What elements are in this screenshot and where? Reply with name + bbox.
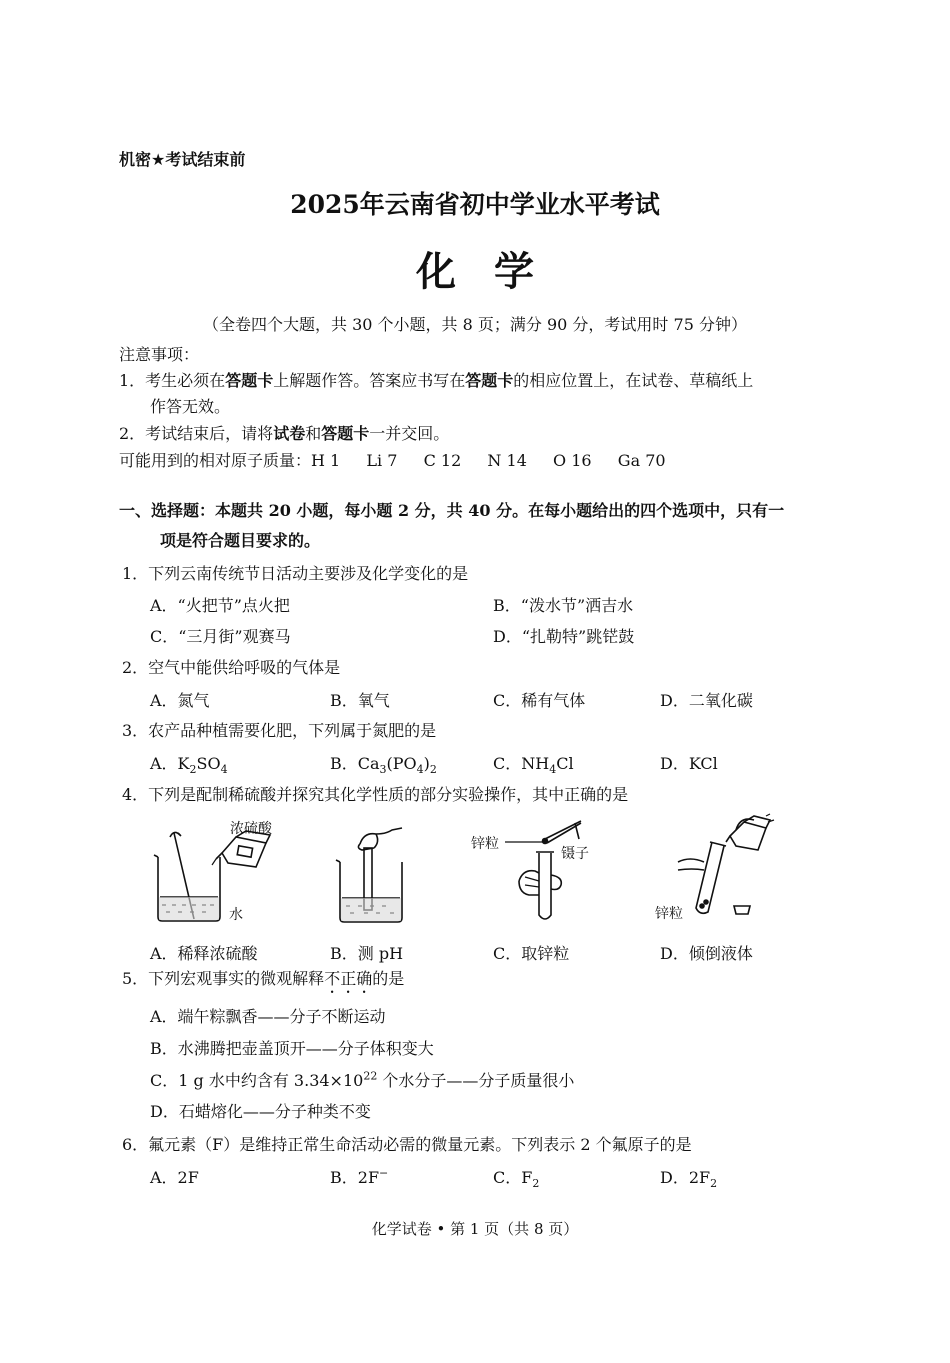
question-2-stem: 2．空气中能供给呼吸的气体是 (122, 658, 341, 677)
notice-heading: 注意事项： (119, 345, 200, 364)
notice-item-1: 1．考生必须在答题卡上解题作答。答案应书写在答题卡的相应位置上，在试卷、草稿纸上 (119, 371, 754, 390)
figure-d-label-zinc: 锌粒 (655, 906, 683, 922)
question-1-option-c: C．“三月街”观赛马 (150, 627, 291, 646)
confidential-notice: 机密★考试结束前 (119, 150, 246, 169)
question-5-option-c: C．1 g 水中约含有 $3.34\times 10^{22}$ 个水分子——分子质量很小 (150, 1069, 575, 1090)
question-4-stem: 4．下列是配制稀硫酸并探究其化学性质的部分实验操作，其中正确的是 (122, 785, 629, 804)
subject-title: 化学 (416, 248, 572, 295)
question-4-option-b: B．测 pH (330, 944, 404, 963)
question-3-option-a: A．$K_2SO_4$ (150, 754, 228, 777)
notice-item-1-cont: 作答无效。 (150, 397, 231, 416)
question-1-option-b: B．“泼水节”洒吉水 (493, 596, 634, 615)
figure-c-label-zinc: 锌粒 (471, 836, 499, 852)
exam-scope: （全卷四个大题，共 30 个小题，共 8 页；满分 90 分，考试用时 75 分钟） (203, 315, 747, 334)
question-3-option-d: D．KCl (660, 754, 718, 773)
question-5-option-b: B．水沸腾把壶盖顶开——分子体积变大 (150, 1039, 434, 1058)
question-1-stem: 1．下列云南传统节日活动主要涉及化学变化的是 (122, 564, 469, 583)
question-5-stem: 5．下列宏观事实的微观解释不正确的是 (122, 969, 405, 988)
figure-a-label-water: 水 (229, 907, 243, 923)
figure-measure-ph (330, 826, 420, 926)
section-1-heading: 一、选择题：本题共 20 小题，每小题 2 分，共 40 分。在每小题给出的四个选项中，只有一 (119, 501, 785, 520)
question-3-stem: 3．农产品种植需要化肥，下列属于氮肥的是 (122, 721, 437, 740)
atomic-masses: 可能用到的相对原子质量：H 1 Li 7 C 12 N 14 O 16 Ga 70 (119, 451, 666, 470)
figure-dilute-acid (150, 815, 300, 930)
question-5-option-a: A．端午粽飘香——分子不断运动 (150, 1007, 386, 1026)
section-1-heading-cont: 项是符合题目要求的。 (160, 531, 321, 550)
question-2-option-c: C．稀有气体 (493, 691, 586, 710)
question-1-option-a: A．“火把节”点火把 (150, 596, 290, 615)
question-1-option-d: D．“扎勒特”跳铓鼓 (493, 627, 635, 646)
question-3-option-c: C．$NH_4Cl$ (493, 754, 574, 777)
question-2-option-a: A．氮气 (150, 691, 210, 710)
question-4-option-a: A．稀释浓硫酸 (150, 944, 258, 963)
question-6-option-a: A．2F (150, 1168, 199, 1187)
figure-a-label-acid: 浓硫酸 (230, 821, 272, 837)
page-footer: 化学试卷 • 第 1 页（共 8 页） (371, 1220, 579, 1238)
question-4-option-d: D．倾倒液体 (660, 944, 753, 963)
question-2-option-b: B．氧气 (330, 691, 390, 710)
question-2-option-d: D．二氧化碳 (660, 691, 753, 710)
figure-c-label-tweezers: 镊子 (561, 846, 589, 862)
question-3-option-b: B．$Ca_3(PO_4)_2$ (330, 754, 437, 777)
question-6-option-b: B．2F− (330, 1166, 389, 1187)
figure-take-zinc (505, 815, 605, 930)
exam-title: 2025年云南省初中学业水平考试 (290, 190, 660, 219)
question-5-option-d: D．石蜡熔化——分子种类不变 (150, 1102, 371, 1121)
figure-pour-liquid (670, 812, 785, 927)
question-6-option-d: D．$2F_2$ (660, 1168, 718, 1191)
notice-item-2: 2．考试结束后，请将试卷和答题卡一并交回。 (119, 424, 450, 443)
question-4-option-c: C．取锌粒 (493, 944, 570, 963)
question-6-stem: 6．氟元素（F）是维持正常生命活动必需的微量元素。下列表示 2 个氟原子的是 (122, 1135, 692, 1154)
question-6-option-c: C．$F_2$ (493, 1168, 540, 1191)
